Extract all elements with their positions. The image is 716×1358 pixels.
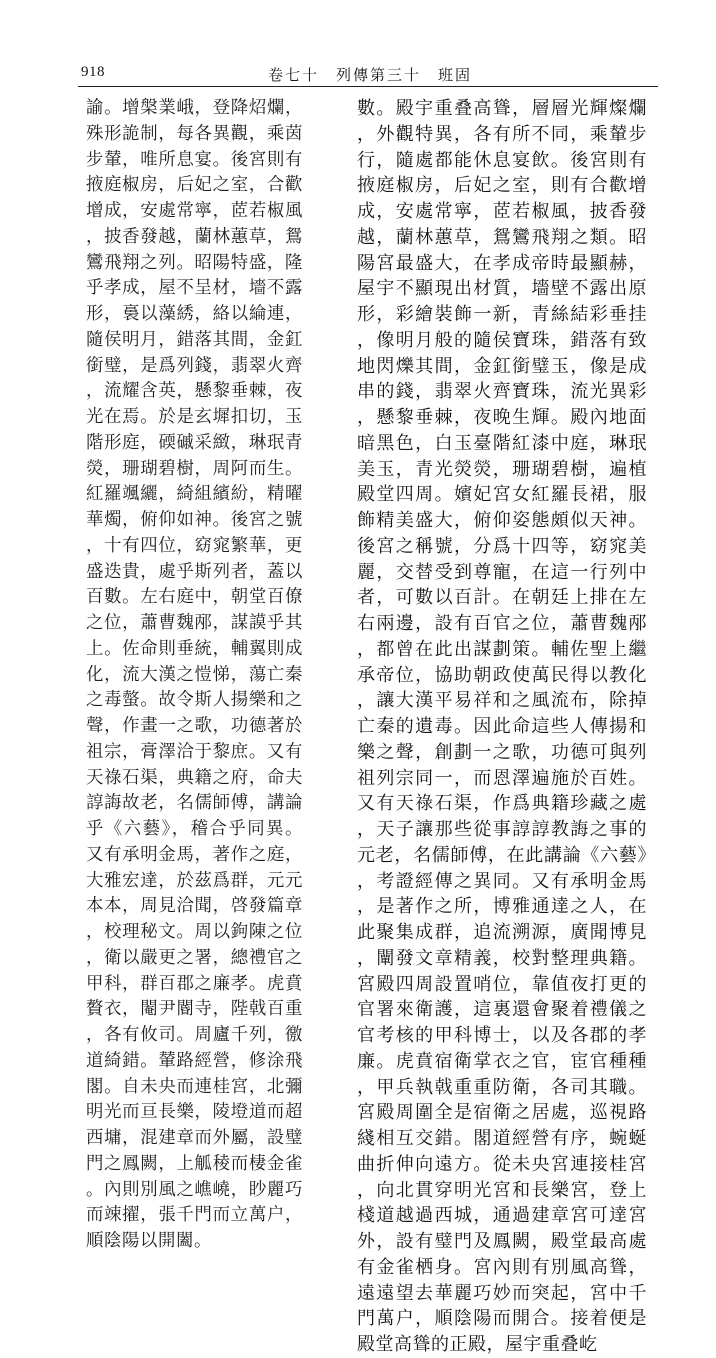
translation-text: 數。殿宇重叠高聳，層層光輝燦爛，外觀特異，各有所不同，乘輦步行，隨處都能休息宴飲。後宮則有掖庭椒房，后妃之室，則有合歡增成，安處常寧，茝若椒風，披香發越，蘭林蕙草，鴛鸞飛翔之類。昭陽宮最盛大，在孝成帝時最顯赫，屋宇不顯現出材質，墻壁不露出原形，彩繪裝飾一新，青絲結彩垂挂，像明月般的隨侯寶珠，錯落有致地閃爍其間，金釭銜璧玉，像是成串的錢，翡翠火齊寶珠，流光異彩，懸黎垂棘，夜晚生輝。殿內地面暗黑色，白玉臺階紅漆中庭，琳珉美玉，青光熒熒，珊瑚碧樹，遍植殿堂四周。嬪妃宮女紅羅長裙，服飾精美盛大，俯仰姿態頗似天神。後宮之稱號，分爲十四等，窈窕美麗，交替受到尊寵，在這一行列中者，可數以百計。在朝廷上排在左右兩邊，設有百官之位，蕭曹魏邴，都曾在此出謀劃策。輔佐聖上繼承帝位，協助朝政使萬民得以教化，讓大漢平易祥和之風流布，除掉亡秦的遺毒。因此命這些人傳揚和樂之聲，創劃一之歌，功德可與列祖列宗同一，而恩澤遍施於百姓。又有天祿石渠，作爲典籍珍藏之處，天子讓那些從事諄諄教誨之事的元老，名儒師傅，在此講論《六藝》，考證經傳之異同。又有承明金馬，是著作之所，博雅通達之人，在此聚集成群，追流溯源，廣聞博見，闡發文章精義，校對整理典籍。宮殿四周設置哨位，靠值夜打更的官署來衛護，這裏還會聚着禮儀之官考核的甲科博士，以及各郡的孝廉。虎賁宿衛掌衣之官，宦官種種，甲兵執戟重重防衛，各司其職。宮殿周圍全是宿衛之居處，巡視路綫相互交錯。閣道經營有序，蜿蜒曲折伸向遠方。從未央宮連接桂宮，向北貫穿明光宮和長樂宮，登上棧道越過西城，通過建章宮可達宮外，設有璧門及鳳闕，殿堂最高處有金雀栖身。宮內則有別風高聳，遠遠望去華麗巧妙而突起，宮中千門萬户，順陰陽而開合。接着便是殿堂高聳的正殿，屋宇重叠屹 (357, 98, 647, 1355)
header-rule (78, 86, 658, 87)
page-header (0, 0, 716, 86)
running-head: 卷七十 列傳第三十 班固 (268, 66, 473, 84)
translation-text-column (357, 96, 647, 1355)
classical-text-column (86, 96, 303, 1251)
page-number: 918 (81, 64, 105, 80)
classical-text: 諭。增槃業峨，登降炤爛，殊形詭制，每各異觀，乘茵步輦，唯所息宴。後宮則有掖庭椒房，后妃之室，合歡增成，安處常寧，茝若椒風，披香發越，蘭林蕙草，鴛鸞飛翔之列。昭陽特盛，隆乎孝成，屋不呈材，墻不露形，裛以藻綉，絡以綸連，隨侯明月，錯落其間，金釭銜璧，是爲列錢，翡翠火齊，流耀含英，懸黎垂棘，夜光在焉。於是玄墀扣切，玉階形庭，碝磩采緻，琳珉青熒，珊瑚碧樹，周阿而生。紅羅颯纚，綺組繽紛，精曜華燭，俯仰如神。後宮之號，十有四位，窈窕繁華，更盛迭貴，處乎斯列者，蓋以百數。左右庭中，朝堂百僚之位，蕭曹魏邴，謀謨乎其上。佐命則垂統，輔翼則成化，流大漢之愷悌，蕩亡秦之毒螫。故令斯人揚樂和之聲，作畫一之歌，功德著於祖宗，膏澤洽于黎庶。又有天祿石渠，典籍之府，命夫諄誨故老，名儒師傅，講論乎《六藝》，稽合乎同異。又有承明金馬，著作之庭，大雅宏達，於茲爲群，元元本本，周見洽聞，啓發篇章，校理秘文。周以鉤陳之位，衛以嚴更之署，總禮官之甲科，群百郡之廉孝。虎賁贅衣，閹尹閽寺，陛戟百重，各有攸司。周廬千列，徼道綺錯。輦路經營，修涂飛閣。自未央而連桂宮，北彌明光而亘長樂，陵墱道而超西墉，混建章而外屬，設璧門之鳳闕，上觚稜而棲金雀。內則別風之嶕嶢，眇麗巧而竦擢，張千門而立萬户，順陰陽以開闔。 (86, 98, 303, 1251)
